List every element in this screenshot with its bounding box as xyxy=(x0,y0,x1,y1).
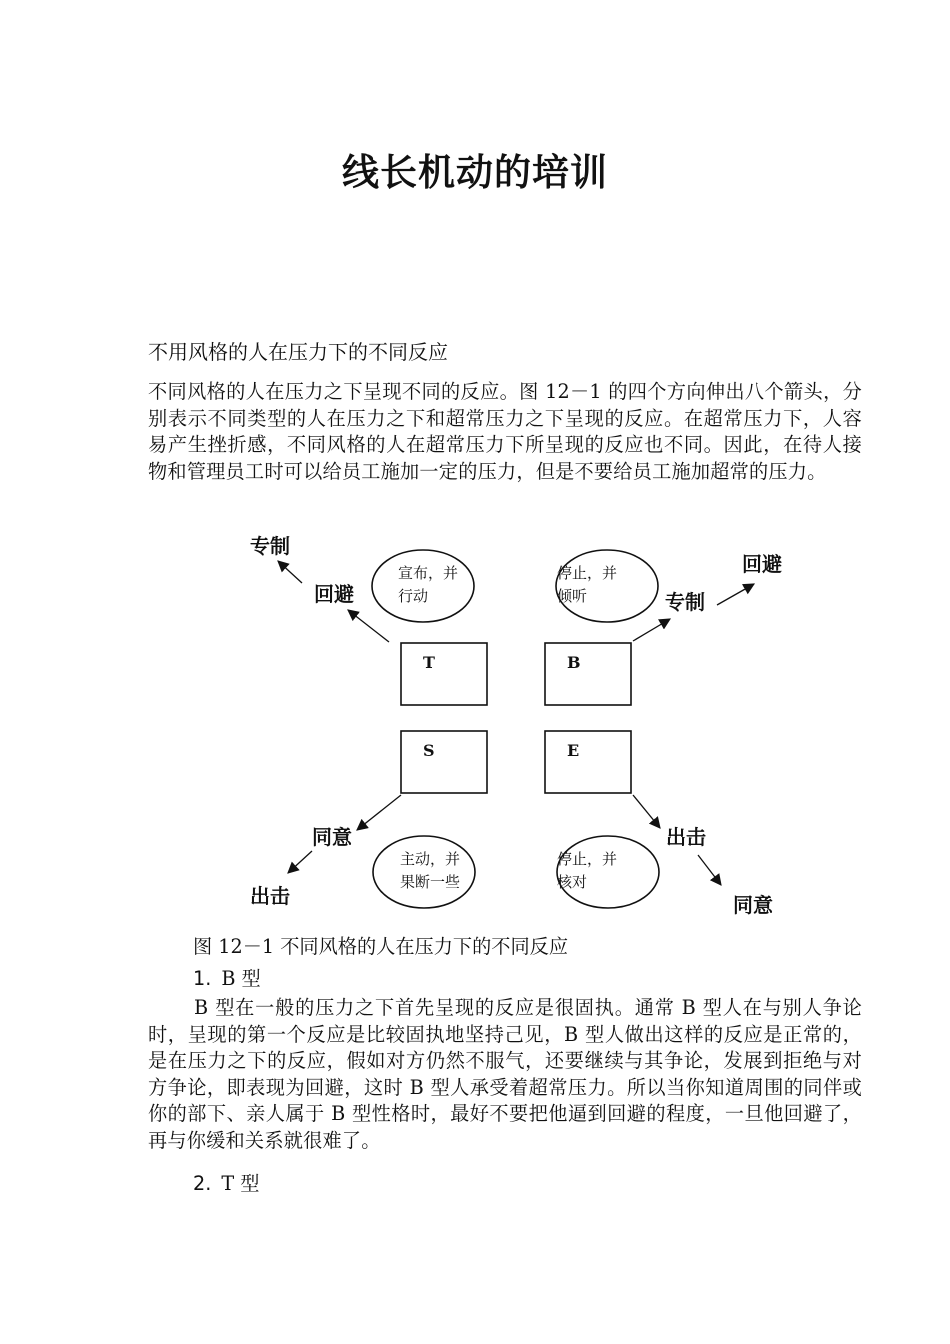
arrow-b-to-dictate xyxy=(633,619,670,641)
box-label-t: T xyxy=(423,653,435,672)
arrow-avoid-to-dictate xyxy=(278,561,302,583)
box-bottom-left xyxy=(401,731,487,793)
arrow-attack-to-agree xyxy=(698,855,721,885)
label-agree-bottom-left: 同意 xyxy=(312,825,352,849)
list-item xyxy=(193,964,261,991)
list-item-label: T 型 xyxy=(221,1172,260,1195)
label-agree-bottom-right: 同意 xyxy=(733,893,773,917)
b-type-paragraph: B 型在一般的压力之下首先呈现的反应是很固执。通常 B 型人在与别人争论时，呈现的第一个反应是比较固执地坚持己见，B 型人做出这样的反应是正常的，是在压力之下的反应，假如对方仍然不服气，还要继续与其争论，发展到拒绝与对方争论，即表现为回避，这时 B 型人承受着超常压力。所以当你知道周围的同伴或你的部下、亲人属于 B 型性格时，最好不要把他逼到回避的程度，一旦他回避了，再与你缓和关系就很难了。 xyxy=(148,996,862,1152)
figure-caption: 图 12－1 不同风格的人在压力下的不同反应 xyxy=(193,935,569,958)
oval-bottom-right-line2: 核对 xyxy=(557,873,588,891)
box-label-b: B xyxy=(567,653,581,672)
stress-reaction-diagram xyxy=(230,528,796,925)
box-top-left xyxy=(401,643,487,705)
label-attack-bottom-right: 出击 xyxy=(666,825,706,849)
box-label-s: S xyxy=(423,741,435,760)
label-avoid-top-left: 回避 xyxy=(314,582,354,606)
oval-top-right-line2: 倾听 xyxy=(557,587,588,605)
oval-top-left xyxy=(372,550,474,622)
intro-paragraph: 不同风格的人在压力之下呈现不同的反应。图 12－1 的四个方向伸出八个箭头，分别表示不同类型的人在压力之下和超常压力之下呈现的反应。在超常压力下，人容易产生挫折感，不同风格的人在超常压力下所呈现的反应也不同。因此，在待人接物和管理员工时可以给员工施加一定的压力，但是不要给员工施加超常的压力。 xyxy=(148,380,862,483)
list-item-number: 1. xyxy=(193,967,212,990)
label-dictate-top-left: 专制 xyxy=(250,534,290,558)
oval-bottom-left xyxy=(373,836,475,908)
oval-bottom-left-line1: 主动，并 xyxy=(400,850,461,868)
oval-top-right-line1: 停止，并 xyxy=(557,564,618,582)
arrow-e-to-attack xyxy=(633,795,660,828)
box-top-right xyxy=(545,643,631,705)
oval-bottom-right xyxy=(557,836,659,908)
list-item xyxy=(193,1169,259,1196)
oval-top-right xyxy=(556,550,658,622)
oval-bottom-right-line1: 停止，并 xyxy=(557,850,618,868)
arrow-s-to-agree xyxy=(357,795,401,830)
oval-bottom-left-line2: 果断一些 xyxy=(400,873,461,891)
box-label-e: E xyxy=(567,741,580,760)
arrow-dictate-to-avoid xyxy=(717,584,754,605)
list-item-number: 2. xyxy=(193,1172,212,1195)
document-title: 线长机动的培训 xyxy=(342,151,608,194)
label-avoid-top-right: 回避 xyxy=(742,552,782,576)
oval-top-left-line1: 宣布，并 xyxy=(398,564,459,582)
arrow-t-to-avoid xyxy=(348,610,389,642)
section-heading: 不用风格的人在压力下的不同反应 xyxy=(148,340,448,364)
list-item-label: B 型 xyxy=(221,967,261,990)
label-dictate-top-right: 专制 xyxy=(665,590,705,614)
oval-top-left-line2: 行动 xyxy=(398,587,429,605)
box-bottom-right xyxy=(545,731,631,793)
arrow-agree-to-attack xyxy=(288,851,312,873)
label-attack-bottom-left: 出击 xyxy=(250,884,290,908)
